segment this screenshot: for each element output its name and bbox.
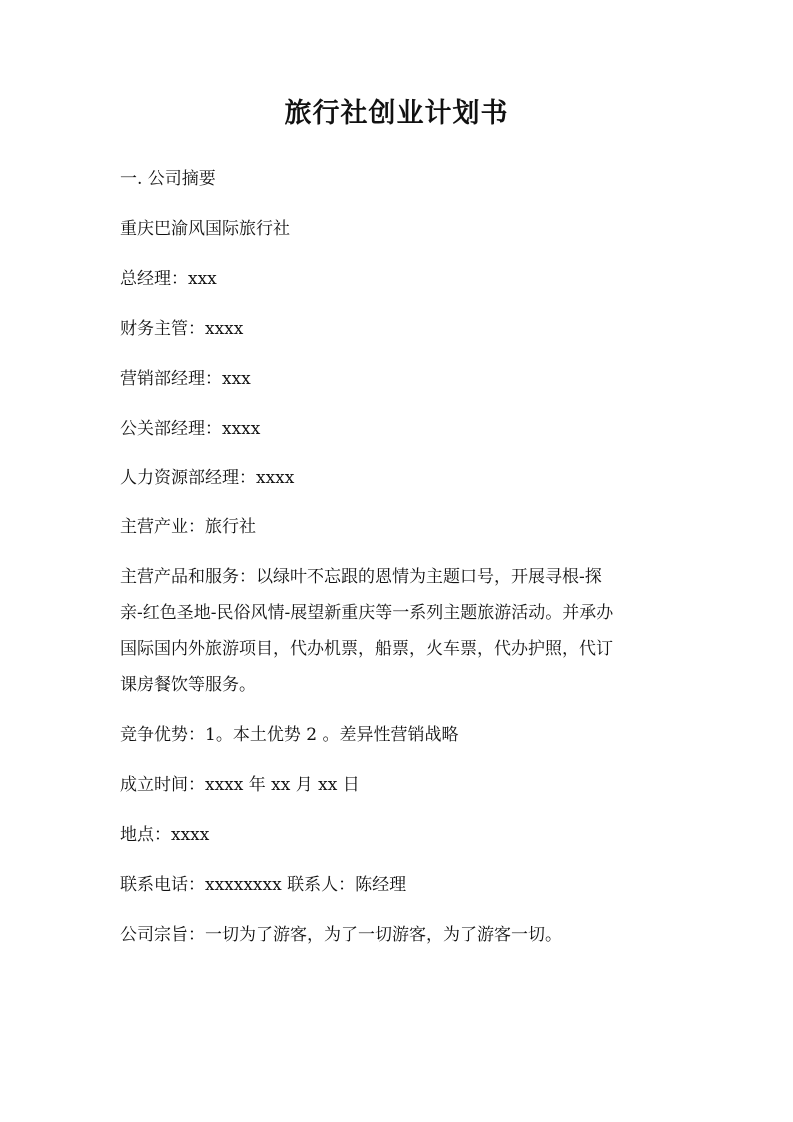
location-line: 地点：xxxx [120,825,210,845]
document-title: 旅行社创业计划书 [284,98,509,129]
marketing-manager-line: 营销部经理：xxx [120,369,251,389]
products-line-1: 主营产品和服务：以绿叶不忘跟的恩情为主题口号，开展寻根-探 [120,567,602,587]
established-line: 成立时间：xxxx 年 xx 月 xx 日 [120,775,360,795]
company-name: 重庆巴渝风国际旅行社 [120,219,290,239]
hr-manager-line: 人力资源部经理：xxxx [120,468,295,488]
pr-manager-line: 公关部经理：xxxx [120,419,261,439]
competitive-advantage-line: 竞争优势：1。本土优势 2 。差异性营销战略 [120,725,459,745]
main-industry-line: 主营产业：旅行社 [120,517,256,537]
mission-line: 公司宗旨：一切为了游客，为了一切游客，为了游客一切。 [120,925,562,945]
general-manager-line: 总经理：xxx [120,269,217,289]
products-line-2: 亲-红色圣地-民俗风情-展望新重庆等一系列主题旅游活动。并承办 [120,603,614,623]
contact-line: 联系电话：xxxxxxxx 联系人：陈经理 [120,875,407,895]
finance-head-line: 财务主管：xxxx [120,319,244,339]
products-line-3: 国际国内外旅游项目，代办机票，船票，火车票，代办护照，代订 [120,639,613,659]
products-line-4: 课房餐饮等服务。 [120,675,256,695]
section-heading: 一. 公司摘要 [120,169,216,189]
